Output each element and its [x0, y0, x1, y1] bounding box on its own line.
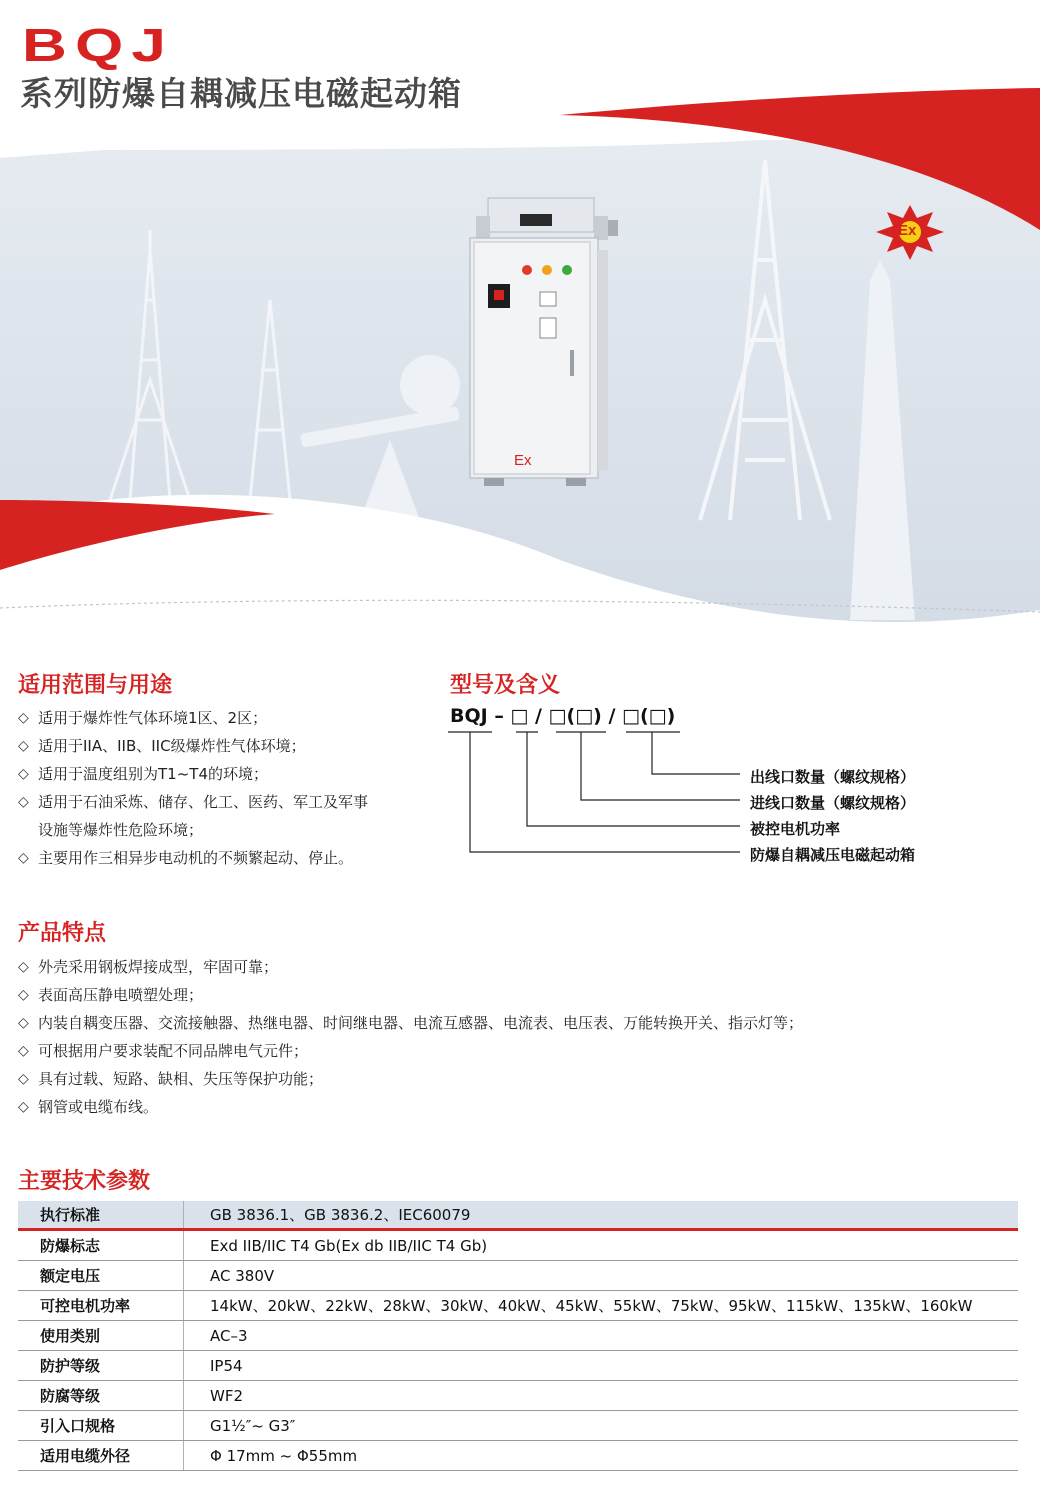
- table-row: 引入口规格 G1½″~ G3″: [18, 1411, 1018, 1441]
- list-item: ◇ 可根据用户要求装配不同品牌电气元件；: [18, 1037, 803, 1065]
- cabinet-ex-label: Ex: [514, 452, 532, 469]
- table-row: 使用类别 AC–3: [18, 1321, 1018, 1351]
- brand-logo: BQJ: [22, 19, 175, 71]
- list-item-continued: 设施等爆炸性危险环境；: [38, 821, 204, 839]
- model-diagram-lines: [440, 728, 740, 858]
- features-title: 产品特点: [18, 921, 107, 946]
- scope-title: 适用范围与用途: [18, 673, 173, 698]
- diamond-icon: ◇: [18, 710, 29, 726]
- spec-table: [18, 1201, 1018, 1471]
- scope-list: [18, 704, 368, 872]
- diamond-icon: ◇: [18, 1043, 29, 1059]
- diamond-icon: ◇: [18, 738, 29, 754]
- specs-title: 主要技术参数: [18, 1169, 151, 1194]
- list-item: ◇ 内装自耦变压器、交流接触器、热继电器、时间继电器、电流互感器、电流表、电压表、万能转换开关、指示灯等；: [18, 1009, 803, 1037]
- list-item: ◇ 外壳采用钢板焊接成型，牢固可靠；: [18, 953, 803, 981]
- list-item: ◇ 具有过载、短路、缺相、失压等保护功能；: [18, 1065, 803, 1093]
- diamond-icon: ◇: [18, 987, 29, 1003]
- diamond-icon: ◇: [18, 1071, 29, 1087]
- table-row: 额定电压 AC 380V: [18, 1261, 1018, 1291]
- ex-badge-label: Ex: [898, 222, 917, 239]
- diamond-icon: ◇: [18, 766, 29, 782]
- table-row: 执行标准 GB 3836.1、GB 3836.2、IEC60079: [18, 1201, 1018, 1230]
- table-row: 可控电机功率 14kW、20kW、22kW、28kW、30kW、40kW、45kW、55kW、75kW、95kW、115kW、135kW、160kW: [18, 1291, 1018, 1321]
- list-item: ◇ 适用于温度组别为T1~T4的环境；: [18, 760, 368, 788]
- table-row: 适用电缆外径 Φ 17mm ~ Φ55mm: [18, 1441, 1018, 1471]
- model-title: 型号及含义: [450, 673, 561, 698]
- table-row: 防腐等级 WF2: [18, 1381, 1018, 1411]
- list-item: ◇ 适用于石油采炼、储存、化工、医药、军工及军事: [18, 788, 368, 816]
- features-list: [18, 953, 803, 1121]
- model-label-product: 防爆自耦减压电磁起动箱: [750, 846, 916, 864]
- diamond-icon: ◇: [18, 1099, 29, 1115]
- model-label-inlet: 进线口数量（螺纹规格）: [750, 794, 916, 812]
- model-label-outlet: 出线口数量（螺纹规格）: [750, 768, 916, 786]
- list-item: ◇ 表面高压静电喷塑处理；: [18, 981, 803, 1009]
- list-item: ◇ 适用于IIA、IIB、IIC级爆炸性气体环境；: [18, 732, 368, 760]
- list-item: ◇ 适用于爆炸性气体环境1区、2区；: [18, 704, 368, 732]
- diamond-icon: ◇: [18, 850, 29, 866]
- diamond-icon: ◇: [18, 794, 29, 810]
- table-row: 防爆标志 Exd IIB/IIC T4 Gb(Ex db IIB/IIC T4 Gb): [18, 1230, 1018, 1261]
- model-code: BQJ – □ / □(□) / □(□): [450, 705, 676, 727]
- diamond-icon: ◇: [18, 959, 29, 975]
- table-row: 防护等级 IP54: [18, 1351, 1018, 1381]
- list-item: ◇ 主要用作三相异步电动机的不频繁起动、停止。: [18, 844, 368, 872]
- product-cabinet: [470, 198, 618, 486]
- list-item: ◇ 钢管或电缆布线。: [18, 1093, 803, 1121]
- model-label-power: 被控电机功率: [750, 820, 841, 838]
- page-title: 系列防爆自耦减压电磁起动箱: [20, 74, 462, 113]
- diamond-icon: ◇: [18, 1015, 29, 1031]
